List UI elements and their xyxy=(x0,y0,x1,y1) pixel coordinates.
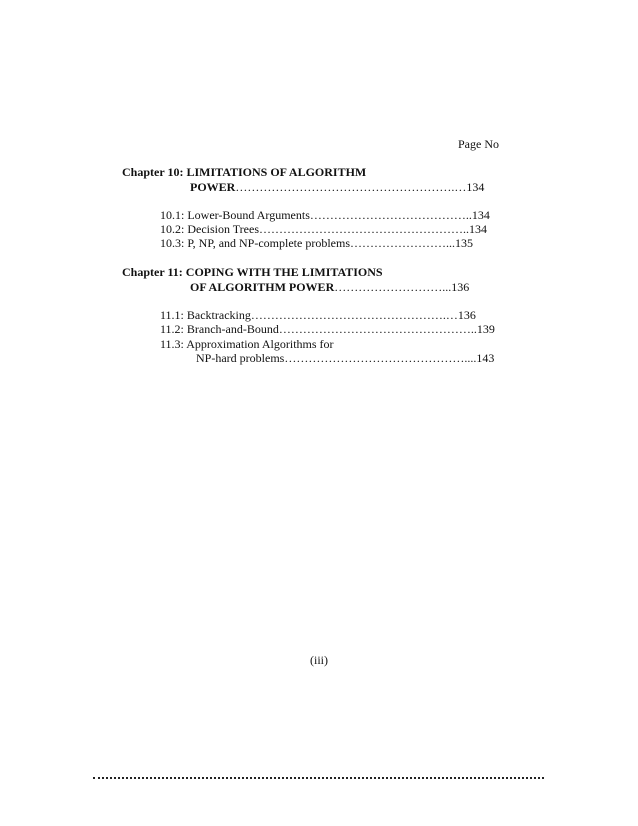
toc-entry-dots: ……………………... xyxy=(350,236,455,250)
toc-entry-page: 134 xyxy=(469,222,487,236)
toc-entry-dots: ………………………………….. xyxy=(309,208,472,222)
chapter-11-heading: Chapter 11: COPING WITH THE LIMITATIONS xyxy=(122,265,383,279)
chapter-11-heading-line2: OF ALGORITHM POWER xyxy=(190,280,335,294)
toc-entry-dots: …………………………………………….. xyxy=(259,222,469,236)
toc-entry-dots: ………………………………………….… xyxy=(250,308,458,322)
toc-entry-dots: ………………………………………….. xyxy=(278,322,477,336)
toc-entry-text: 10.2: Decision Trees xyxy=(160,222,259,236)
toc-entry-page: 135 xyxy=(455,236,473,250)
chapter-10-leader-dots: ……………………………………………….… xyxy=(235,180,467,194)
chapter-10-page: 134 xyxy=(466,180,485,194)
toc-entry-11-2 xyxy=(160,322,495,336)
chapter-11-leader-dots: ………………………... xyxy=(334,280,452,294)
toc-entry-page: 139 xyxy=(476,322,495,336)
toc-entry-11-3 xyxy=(160,337,334,351)
page-no-header: Page No xyxy=(458,137,499,151)
toc-entry-10-2 xyxy=(160,222,487,236)
toc-entry-page: 143 xyxy=(476,351,495,365)
toc-entry-10-3 xyxy=(160,236,473,250)
toc-entry-text: 10.3: P, NP, and NP-complete problems xyxy=(160,236,350,250)
toc-entry-text: 11.3: Approximation Algorithms for xyxy=(160,337,334,351)
toc-entry-text: 10.1: Lower-Bound Arguments xyxy=(160,208,310,222)
bottom-dotted-rule xyxy=(93,777,544,779)
chapter-10-heading: Chapter 10: LIMITATIONS OF ALGORITHM xyxy=(122,165,367,179)
toc-entry-page: 134 xyxy=(471,208,490,222)
chapter-11-heading-line2-row xyxy=(190,280,469,294)
chapter-10-heading-line2: POWER xyxy=(190,180,236,194)
footer-page-number: (iii) xyxy=(310,653,328,667)
toc-entry-11-3-cont xyxy=(196,351,494,365)
toc-entry-11-1 xyxy=(160,308,476,322)
toc-entry-text: NP-hard problems xyxy=(196,351,285,365)
toc-entry-text: 11.1: Backtracking xyxy=(160,308,251,322)
toc-entry-page: 136 xyxy=(457,308,476,322)
toc-entry-10-1 xyxy=(160,208,490,222)
chapter-11-page: 136 xyxy=(451,280,470,294)
chapter-10-heading-line2-row xyxy=(190,180,484,194)
toc-entry-text: 11.2: Branch-and-Bound xyxy=(160,322,279,336)
toc-entry-dots: ……………………………………….... xyxy=(284,351,477,365)
